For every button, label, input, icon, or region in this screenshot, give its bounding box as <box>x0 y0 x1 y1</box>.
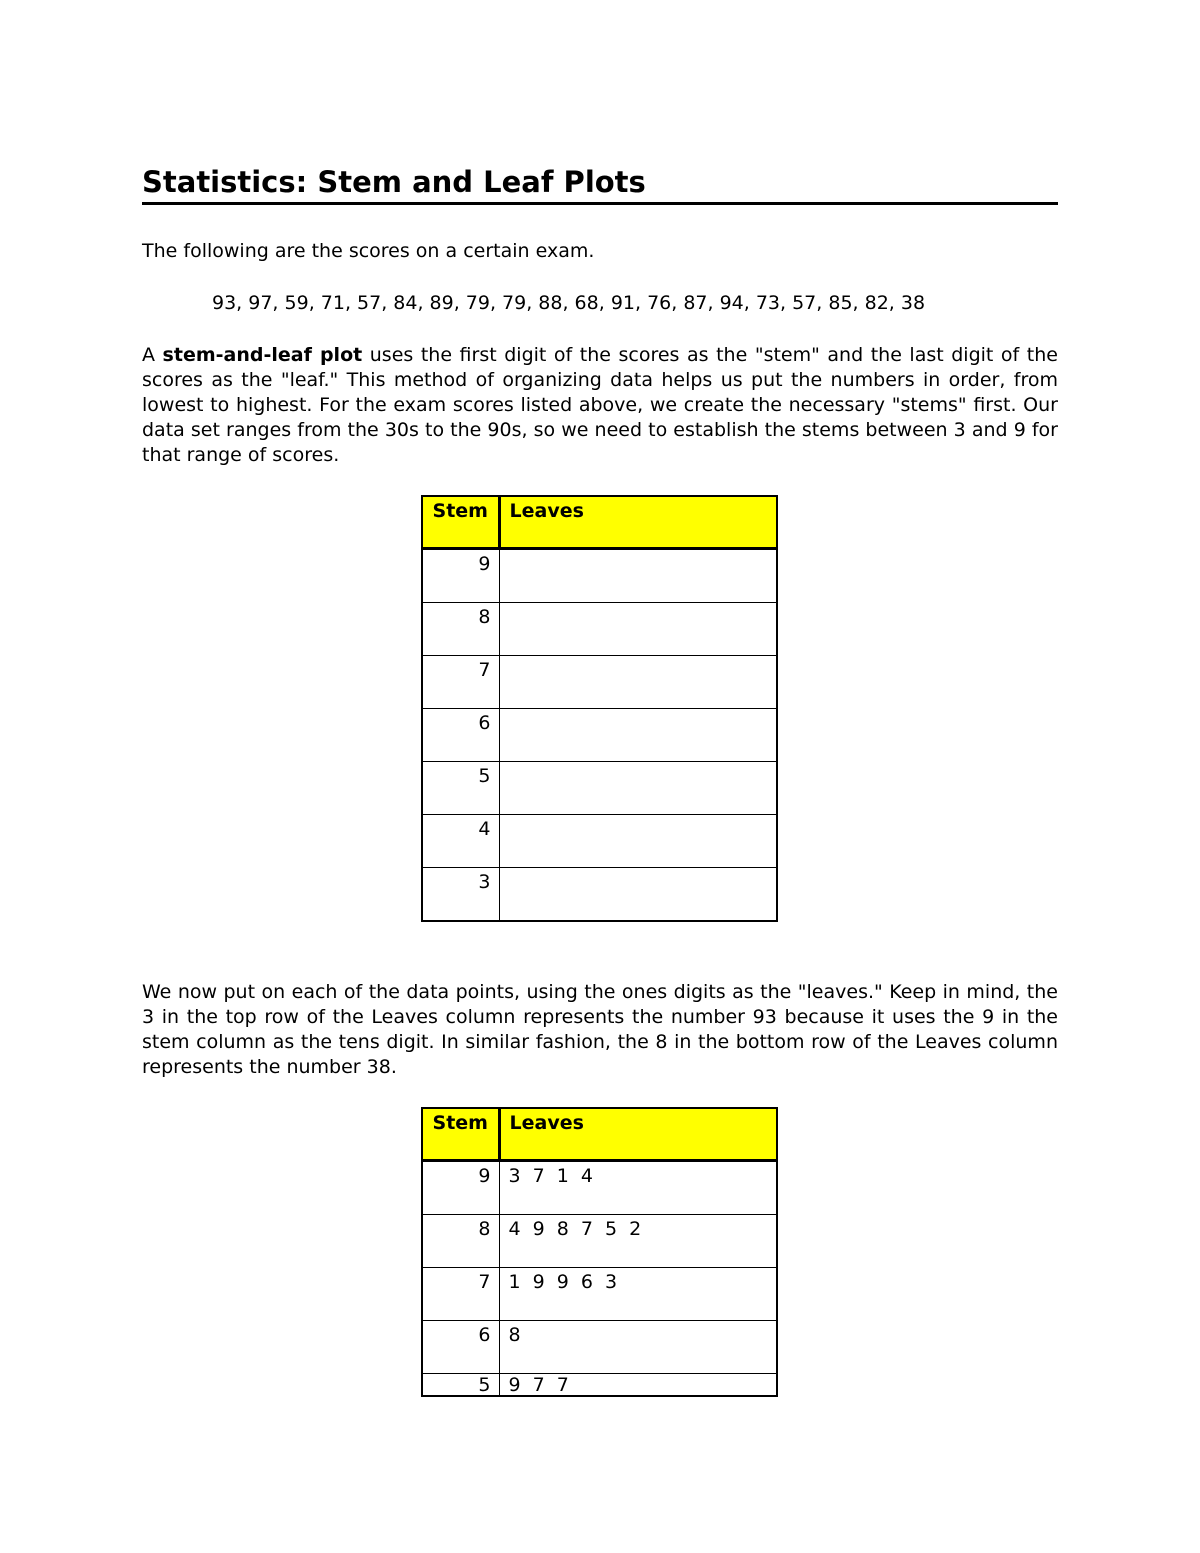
empty-stem-leaf-table <box>421 495 778 922</box>
table-row <box>422 1374 777 1397</box>
table-row <box>422 1215 777 1268</box>
stem-header: Stem <box>422 1108 499 1161</box>
stem-cell: 9 <box>422 1161 499 1215</box>
stem-cell: 3 <box>422 868 499 922</box>
leaves-cell <box>499 656 777 709</box>
leaves-cell <box>499 868 777 922</box>
table-row <box>422 1161 777 1215</box>
explanation-paragraph <box>142 343 1058 468</box>
table-row <box>422 815 777 868</box>
table-row <box>422 549 777 603</box>
leaves-cell: 3 7 1 4 <box>499 1161 777 1215</box>
stem-cell: 5 <box>422 762 499 815</box>
stem-header: Stem <box>422 496 499 549</box>
page-title: Statistics: Stem and Leaf Plots <box>142 164 1058 205</box>
leaves-header: Leaves <box>499 1108 777 1161</box>
stem-cell: 5 <box>422 1374 499 1397</box>
table-row <box>422 709 777 762</box>
stem-cell: 4 <box>422 815 499 868</box>
table-row <box>422 762 777 815</box>
leaves-cell <box>499 815 777 868</box>
leaves-header: Leaves <box>499 496 777 549</box>
table-header <box>422 496 777 549</box>
leaves-cell: 4 9 8 7 5 2 <box>499 1215 777 1268</box>
table-row <box>422 1268 777 1321</box>
paragraph-body: uses the first digit of the scores as the "stem" and the last digit of the scores as the "leaf." This method of organizing data helps us put the numbers in order, from lowest to highest. For the exam scores listed above, we create the necessary "stems" first. Our data set ranges from the 30s to the 90s, so we need to establish the stems between 3 and 9 for that range of scores. <box>142 344 1058 466</box>
scores-list: 93, 97, 59, 71, 57, 84, 89, 79, 79, 88, 68, 91, 76, 87, 94, 73, 57, 85, 82, 38 <box>212 292 926 314</box>
leaves-cell <box>499 549 777 603</box>
stem-cell: 7 <box>422 1268 499 1321</box>
stem-cell: 6 <box>422 1321 499 1374</box>
stem-cell: 9 <box>422 549 499 603</box>
table-header <box>422 1108 777 1161</box>
table-row <box>422 603 777 656</box>
leaves-cell: 9 7 7 <box>499 1374 777 1397</box>
term-stem-and-leaf-plot: stem-and-leaf plot <box>162 344 363 366</box>
filled-stem-leaf-table <box>421 1107 778 1397</box>
table-row <box>422 1321 777 1374</box>
table-row <box>422 868 777 922</box>
leaves-cell <box>499 709 777 762</box>
leaves-cell <box>499 762 777 815</box>
table-row <box>422 656 777 709</box>
intro-text: The following are the scores on a certain exam. <box>142 240 595 262</box>
stem-cell: 7 <box>422 656 499 709</box>
stem-cell: 8 <box>422 603 499 656</box>
stem-cell: 6 <box>422 709 499 762</box>
leaves-cell: 1 9 9 6 3 <box>499 1268 777 1321</box>
paragraph-prefix: A <box>142 344 163 366</box>
stem-cell: 8 <box>422 1215 499 1268</box>
leaves-explanation-paragraph: We now put on each of the data points, using the ones digits as the "leaves." Keep in mind, the 3 in the top row of the Leaves column represents the number 93 because it uses the 9 in the stem column as the tens digit. In similar fashion, the 8 in the bottom row of the Leaves column represents the number 38. <box>142 981 1058 1078</box>
leaves-cell <box>499 603 777 656</box>
leaves-cell: 8 <box>499 1321 777 1374</box>
